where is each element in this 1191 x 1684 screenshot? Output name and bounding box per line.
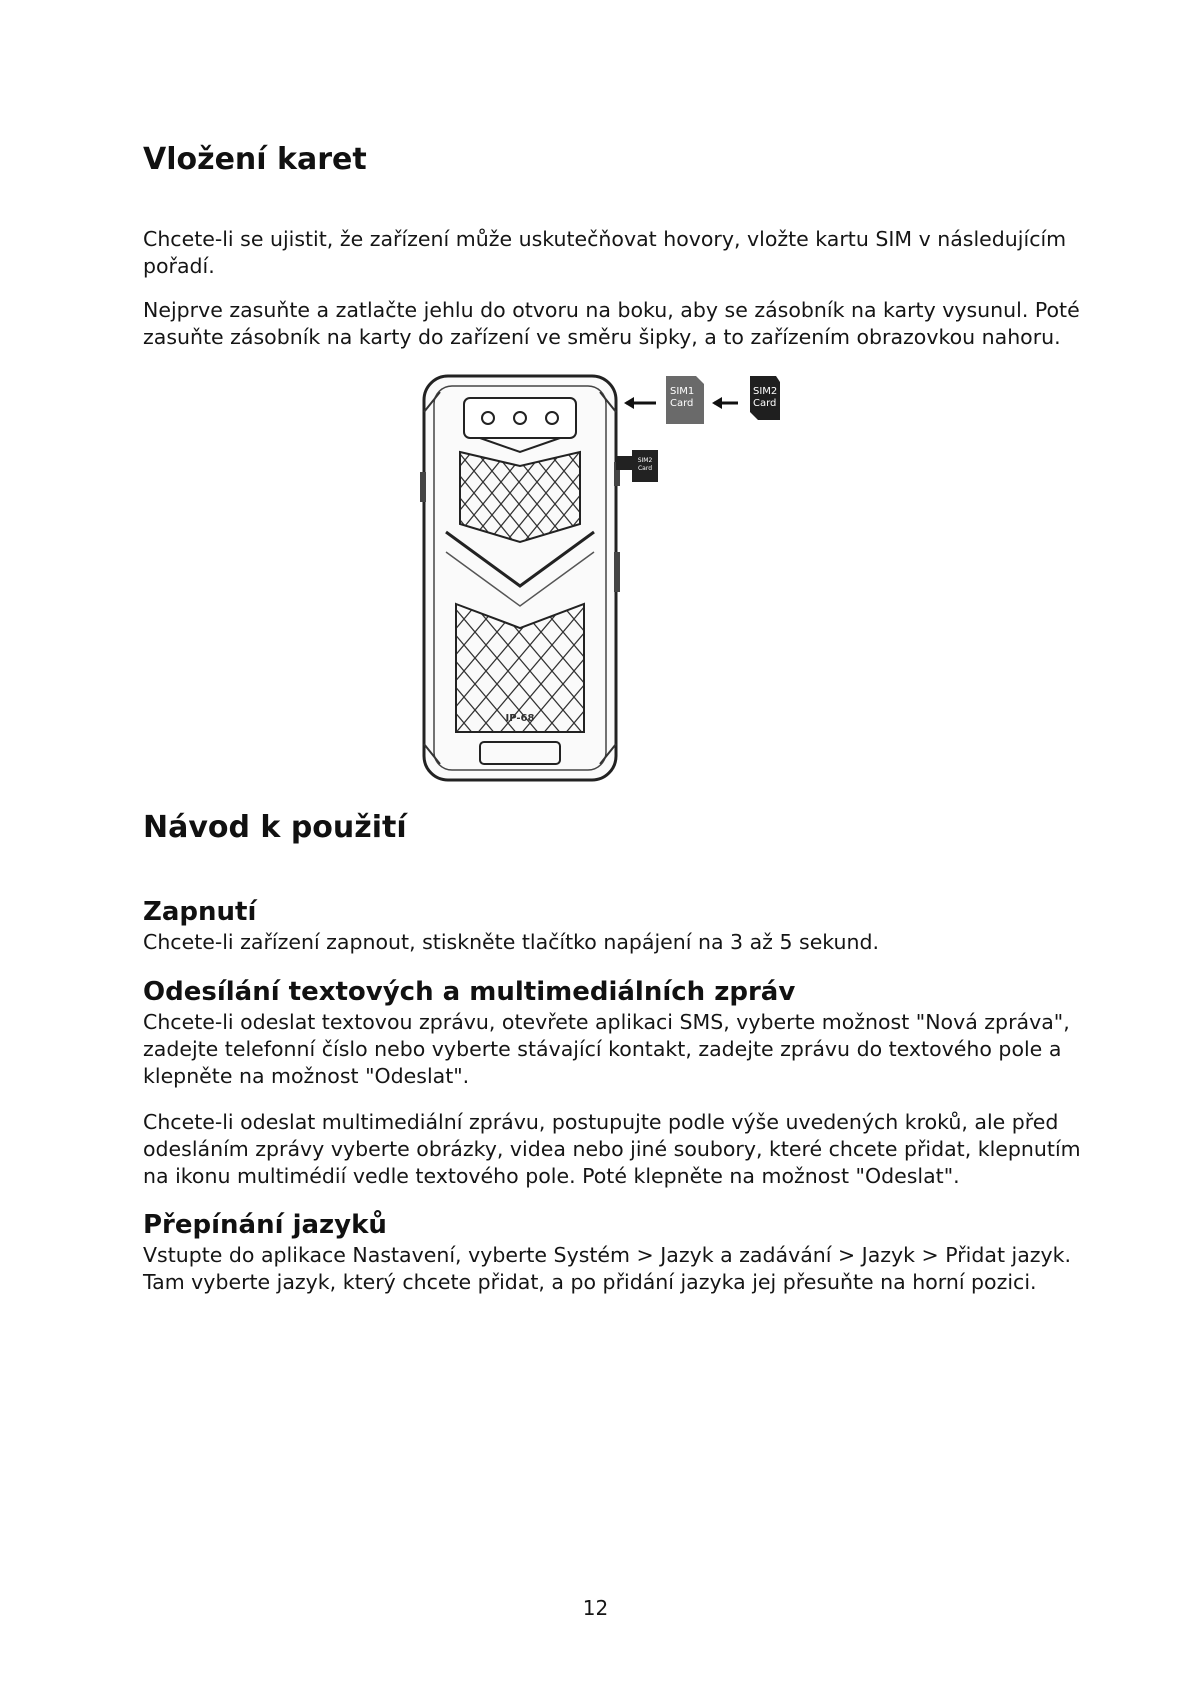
sim2-label: SIM2 <box>753 386 778 397</box>
paragraph-language: Vstupte do aplikace Nastavení, vyberte Systém > Jazyk a zadávání > Jazyk > Přidat jazyk. Tam vyberte jazyk, který chcete přidat, a po přidání jazyka jej přesuňte na horní pozici. <box>143 1243 1072 1294</box>
sim1-card-icon <box>666 376 704 424</box>
sim-insertion-illustration <box>420 372 780 784</box>
sim2-card-label: Card <box>753 398 777 409</box>
sim2-card-icon <box>750 376 780 420</box>
sim-tray <box>616 450 658 482</box>
page-number: 12 <box>582 1596 609 1620</box>
arrow-to-phone-icon <box>624 397 656 409</box>
arrow-to-sim1-icon <box>712 397 738 409</box>
paragraph-sim-order: Chcete-li se ujistit, že zařízení může uskutečňovat hovory, vložte kartu SIM v následujícím pořadí. <box>143 227 1067 278</box>
upper-diamond-panel <box>460 452 580 542</box>
subsection-title-messaging: Odesílání textových a multimediálních zpráv <box>143 977 796 1007</box>
paragraph-power-on: Chcete-li zařízení zapnout, stiskněte tlačítko napájení na 3 až 5 sekund. <box>143 930 880 954</box>
subsection-title-power-on: Zapnutí <box>143 897 257 927</box>
paragraph-sms: Chcete-li odeslat textovou zprávu, otevřete aplikaci SMS, vyberte možnost "Nová zpráva", zadejte telefonní číslo nebo vyberte stávající kontakt, zadejte zprávu do textového pole a klepněte na možnost "Odeslat". <box>143 1010 1070 1088</box>
section-title-instructions: Návod k použití <box>143 810 407 845</box>
sim-tray-card-label: Card <box>637 465 653 472</box>
paragraph-tray-instructions: Nejprve zasuňte a zatlačte jehlu do otvoru na boku, aby se zásobník na karty vysunul. Poté zasuňte zásobník na karty do zařízení ve směru šipky, a to zařízením obrazovkou nahoru. <box>143 298 1080 349</box>
sim1-label: SIM1 <box>670 386 695 397</box>
subsection-title-language: Přepínání jazyků <box>143 1210 387 1240</box>
sim1-card-label: Card <box>670 398 694 409</box>
sim-tray-sim2-label: SIM2 <box>637 457 653 464</box>
section-title-card-insertion: Vložení karet <box>143 142 367 177</box>
ip-rating-label: IP-68 <box>505 713 535 724</box>
paragraph-mms: Chcete-li odeslat multimediální zprávu, postupujte podle výše uvedených kroků, ale před odesláním zprávy vyberte obrázky, videa nebo jiné soubory, které chcete přidat, klepnutím na ikonu multimédií vedle textového pole. Poté klepněte na možnost "Odeslat". <box>143 1110 1081 1188</box>
